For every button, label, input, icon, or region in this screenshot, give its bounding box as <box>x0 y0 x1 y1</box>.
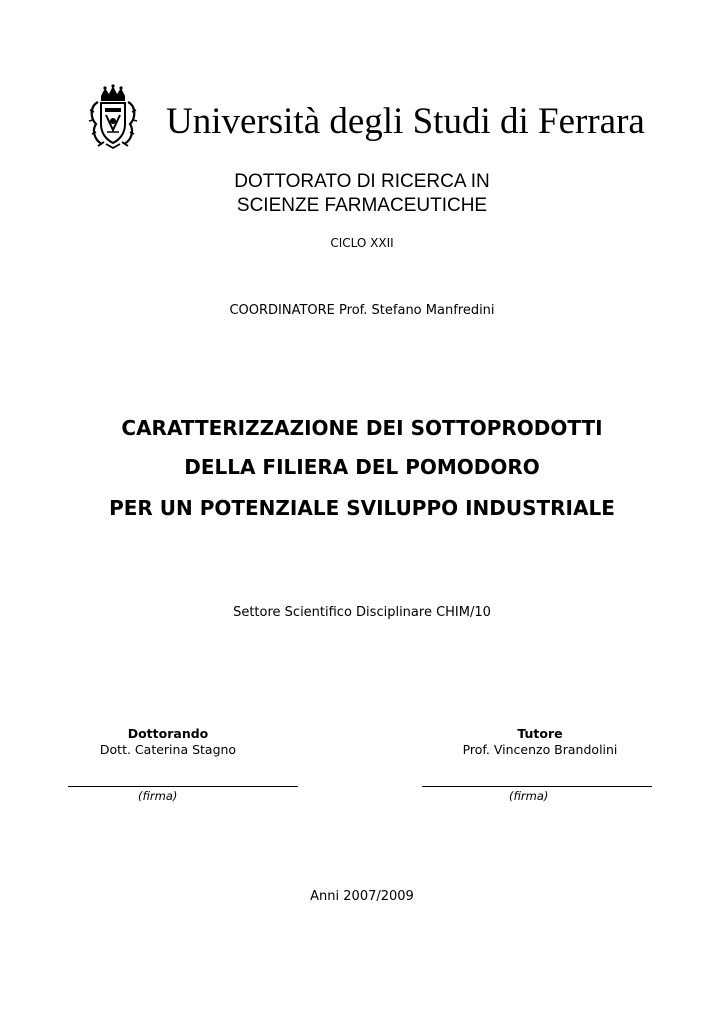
tutor-role: Tutore <box>517 726 563 741</box>
tutor-signature-block <box>440 726 640 758</box>
university-crest-icon <box>88 84 138 150</box>
candidate-signature-block <box>68 726 268 758</box>
candidate-name: Dott. Caterina Stagno <box>99 742 237 757</box>
university-name: Università degli Studi di Ferrara <box>166 101 645 142</box>
candidate-role: Dottorando <box>127 726 209 741</box>
thesis-title-line-3: PER UN POTENZIALE SVILUPPO INDUSTRIALE <box>109 496 615 520</box>
academic-years: Anni 2007/2009 <box>310 889 414 904</box>
program-line-2: SCIENZE FARMACEUTICHE <box>236 195 488 216</box>
tutor-signature-line <box>422 786 652 787</box>
cycle-label: CICLO XXII <box>330 236 394 250</box>
tutor-name: Prof. Vincenzo Brandolini <box>462 742 618 757</box>
coordinator-label: COORDINATORE Prof. Stefano Manfredini <box>229 303 495 318</box>
candidate-signature-line <box>68 786 298 787</box>
tutor-firma-label: (firma) <box>509 789 549 803</box>
candidate-firma-label: (firma) <box>138 789 178 803</box>
thesis-title-line-1: CARATTERIZZAZIONE DEI SOTTOPRODOTTI <box>121 416 603 440</box>
scientific-sector: Settore Scientifico Disciplinare CHIM/10 <box>233 605 491 620</box>
thesis-title-line-2: DELLA FILIERA DEL POMODORO <box>184 455 540 479</box>
program-line-1: DOTTORATO DI RICERCA IN <box>234 171 490 192</box>
